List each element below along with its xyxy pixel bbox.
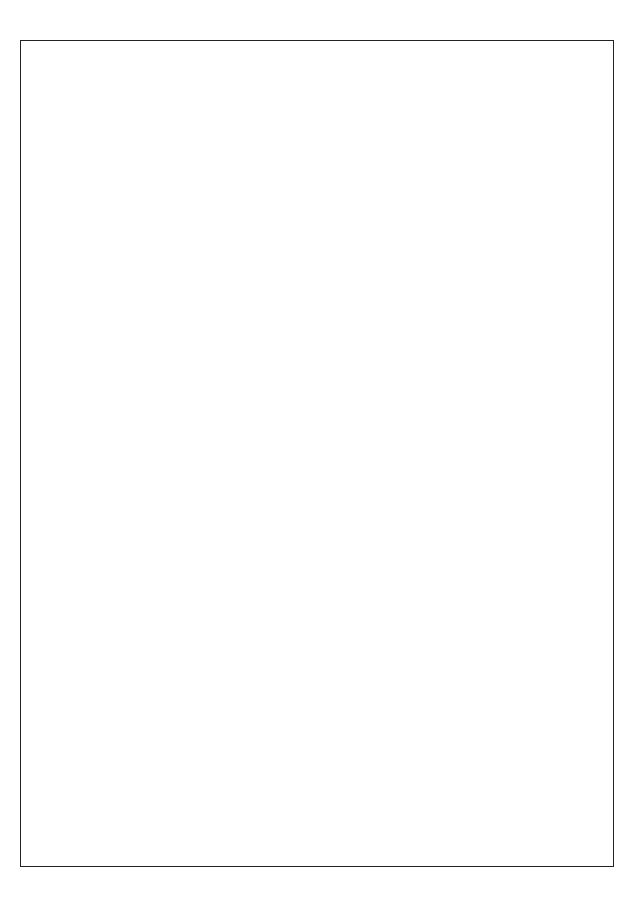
rotated-table bbox=[20, 40, 614, 867]
